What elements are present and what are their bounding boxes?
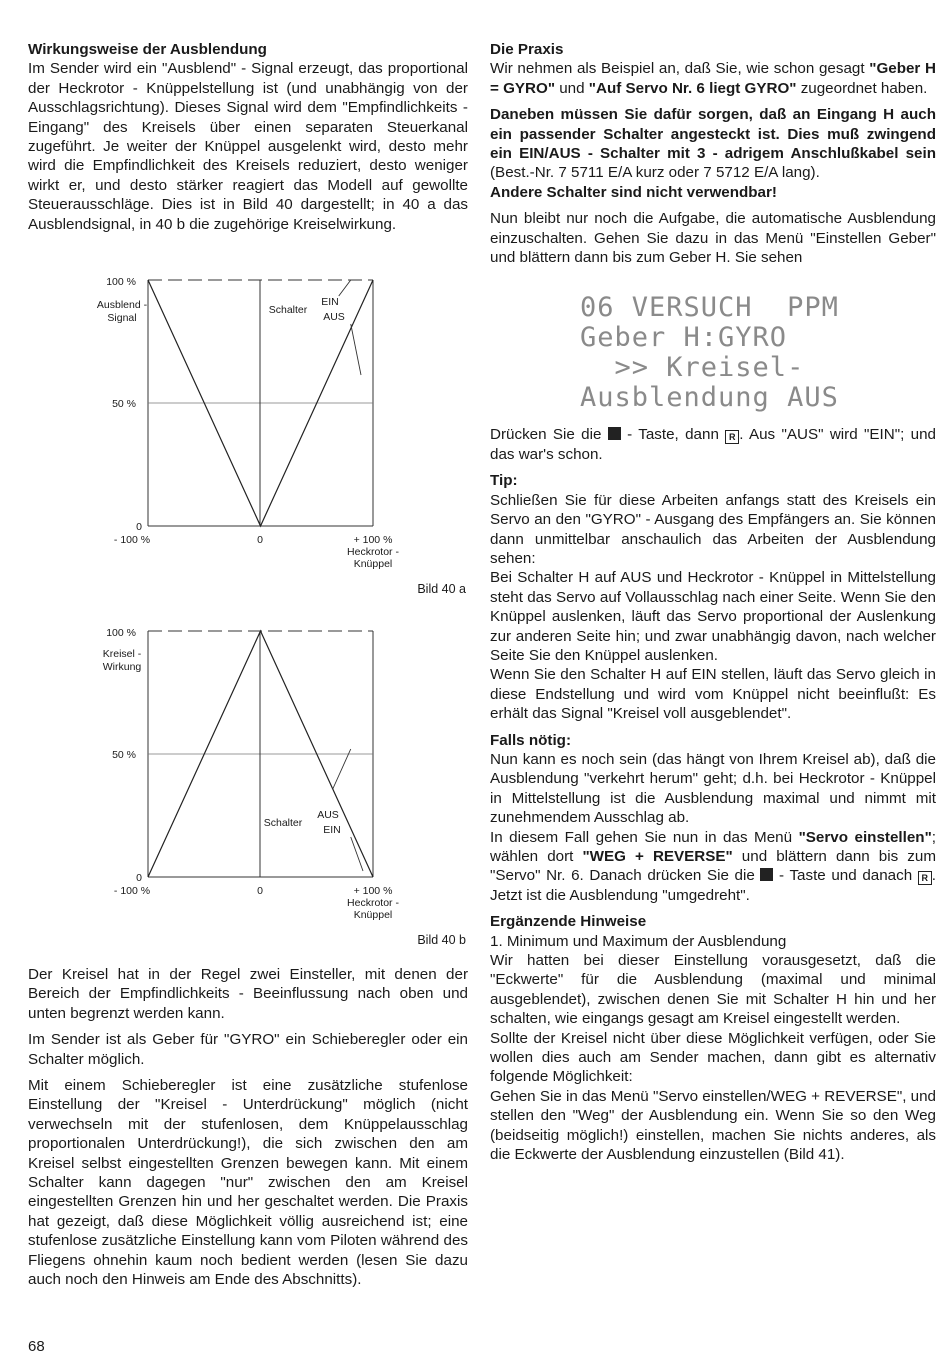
praxis-text-a: Wir nehmen als Beispiel an, daß Sie, wie schon gesagt [490,60,870,78]
paragraph-erg-1: Wir hatten bei dieser Einstellung vorausgesetzt, daß die "Eckwerte" für die Ausblendung (maximal und minimal ausgeblendet), zwischen denen Sie mit Schalter H hin und her schalten, wie eingangs gesagt am Kreisel eingestellt werden. [490,952,936,1028]
paragraph-erg-3: Gehen Sie in das Menü "Servo einstellen/WEG + REVERSE", und stellen den "Weg" der Ausblendung ein. Wenn Sie so den Weg (beidseitig möglich!) einstellen, machen Sie nichts anderes, als die Eckwerte der Ausblendung einzustellen (Bild 41). [490,1087,936,1164]
x-label-line1: Heckrotor - [347,546,399,559]
praxis-text-d: zugeordnet haben. [796,79,928,97]
y-tick-0: 0 [136,521,142,534]
y-label-line2: Wirkung [102,661,142,674]
y-label-line1: Ausblend - [96,299,148,312]
caption-40b: Bild 40 b [417,933,466,948]
x-tick-0: 0 [257,534,263,547]
x-label-line1: Heckrotor - [347,897,399,910]
y-label-line2: Signal [107,312,137,325]
annotation-aus: AUS [317,809,339,822]
section-heading-praxis: Die Praxis [490,41,564,58]
lcd-line-2: Geber H:GYRO [580,322,788,354]
section-heading-tip: Tip: [490,472,518,490]
x-tick-minus100: - 100 % [113,885,151,898]
r-key-icon-2: R [918,871,932,885]
paragraph-tip-3: Wenn Sie den Schalter H auf EIN stellen, läuft das Servo gleich in diese Endstellung und wird vom Knüppel nicht beeinflußt: Es erhält das Signal "Kreisel voll ausgeblendet". [490,666,936,723]
enter-key-icon [608,427,621,440]
praxis-servo-6: "Auf Servo Nr. 6 liegt GYRO" [588,79,797,97]
page-number: 68 [28,1338,45,1355]
x-tick-plus100: + 100 % [353,534,393,547]
paragraph-geber: Im Sender ist als Geber für "GYRO" ein Schieberegler oder ein Schalter möglich. [28,1031,468,1068]
annotation-aus: AUS [323,311,345,324]
subheading-min-max: 1. Minimum und Maximum der Ausblendung [490,932,787,950]
chart-40a [28,268,468,578]
y-tick-50: 50 % [112,398,136,411]
warning-andere-schalter: Andere Schalter sind nicht verwendbar! [490,183,777,201]
figure-40a [28,268,468,599]
lcd-line-3: >> Kreisel- [580,352,805,384]
falls2-text-g: . Jetzt ist die Ausblendung "umgedreht". [490,867,936,904]
annotation-schalter: Schalter [268,304,308,317]
switch-pointer-ein [339,280,351,296]
y-tick-100: 100 % [106,276,136,289]
annotation-ein: EIN [321,296,339,309]
lcd-line-1: 06 VERSUCH PPM [580,292,839,324]
falls2-servo-einstellen: "Servo einstellen" [798,828,932,846]
y-label-line1: Kreisel - [102,648,142,661]
daneben-bold: Daneben müssen Sie dafür sorgen, daß an Eingang H auch ein passender Schalter angesteckt ist. Dies muß zwingend ein EIN/AUS - Schalter mit 3 - adrigem Anschlußkabel sein [490,106,936,163]
switch-pointer-aus [351,324,361,375]
falls2-text-c: ; wählen dort [490,828,936,865]
chart-40b-axes [148,631,373,877]
lcd-display [580,293,936,413]
druecken-text-c: . Aus "AUS" wird "EIN"; und das war's schon. [490,426,937,463]
falls2-text-a: In diesem Fall gehen Sie nun in das Menü [490,828,799,846]
left-column [28,40,468,1296]
chart-40b [28,619,468,929]
praxis-text-c: und [555,79,589,97]
paragraph-erg-2: Sollte der Kreisel nicht über diese Möglichkeit verfügen, oder Sie wollen dies auch am Sender machen, dann gibt es alternativ folgende Möglichkeit: [490,1029,936,1086]
paragraph-praxis [490,59,936,98]
figure-40b [28,619,468,950]
paragraph-einsteller: Der Kreisel hat in der Regel zwei Einsteller, mit denen der Bereich der Empfindlichkeits - Beeinflussung nach oben und unten begrenzt werden kann. [28,965,468,1022]
druecken-text-b: - Taste, dann [620,426,726,444]
druecken-text-a: Drücken Sie die [490,426,608,444]
right-column [490,40,936,1165]
section-heading-falls: Falls nötig: [490,731,571,749]
section-heading-wirkungsweise: Wirkungsweise der Ausblendung [28,41,267,58]
daneben-tail: (Best.-Nr. 7 5711 E/A kurz oder 7 5712 E/A lang). [490,164,820,182]
x-tick-plus100: + 100 % [353,885,393,898]
switch-pointer-aus [333,749,351,789]
falls2-weg-reverse: "WEG + REVERSE" [582,848,733,865]
section-heading-ergaenzende: Ergänzende Hinweise [490,913,647,931]
paragraph-intro: Im Sender wird ein "Ausblend" - Signal erzeugt, das proportional der Heckrotor - Knüppelstellung ist (und unabhängig von der Ausschlagsrichtung). Dieses Signal wird dem "Empfindlichkeits - Eingang" des Kreisels über einen separaten Steuerkanal zugeführt. Je weiter der Knüppel ausgelenkt wird, desto mehr wird die Empfindlichkeit des Kreisels reduziert, desto weniger wirkt er, und desto stärker reagiert das Modell auf gewollte Steuerausschläge. Dies ist in Bild 40 dargestellt; in 40 a das Ausblendsignal, in 40 b die zugehörige Kreiselwirkung. [28,60,468,233]
x-tick-minus100: - 100 % [113,534,151,547]
x-label-line2: Knüppel [353,909,393,922]
paragraph-daneben [490,105,936,183]
lcd-line-4: Ausblendung AUS [580,382,839,414]
caption-40a: Bild 40 a [417,582,466,597]
paragraph-falls-1: Nun kann es noch sein (das hängt von Ihrem Kreisel ab), daß die Ausblendung "verkehrt herum" geht; d.h. bei Heckrotor - Knüppel in Mittelstellung ist die Ausblendung maximal und nimmt mit zunehmendem Ausschlag ab. [490,750,936,827]
y-tick-50: 50 % [112,749,136,762]
x-tick-0: 0 [257,885,263,898]
paragraph-schieberegler: Mit einem Schieberegler ist eine zusätzliche stufenlose Einstellung der "Kreisel - Unterdrückung" möglich (nicht verwechseln mit der stufenlosen, dem Knüppelausschlag proportionalen Unterdrückung!), die sich zwischen den am Kreisel selbst eingestellten Grenzen bewegen kann. Mit einem Schalter kann dagegen "nur" zwischen den am Kreisel eingestellten Grenzen hin und her geschaltet werden. Die Praxis hat gezeigt, daß diese Möglichkeit völlig ausreichend ist; eine stufenlose zusätzliche Einstellung kann vom Piloten während des Fliegens ohnehin kaum noch bedient werden (lesen Sie dazu auch noch den Hinweis am Ende des Abschnitts). [28,1076,468,1288]
falls2-text-e: und blättern dann bis zum "Servo" Nr. 6. Danach drücken Sie die [490,848,936,885]
y-tick-100: 100 % [106,627,136,640]
reverse-key-icon [760,868,773,881]
falls2-text-f: - Taste und danach [773,867,918,885]
paragraph-druecken [490,425,936,464]
praxis-geber-h: "Geber H = GYRO" [490,60,936,97]
annotation-schalter: Schalter [263,817,303,830]
paragraph-tip-1: Schließen Sie für diese Arbeiten anfangs statt des Kreisels ein Servo an den "GYRO" - Ausgang des Empfängers an. Sie können dann unmittelbar anschaulich das Arbeiten der Ausblendung sehen: [490,491,936,567]
x-label-line2: Knüppel [353,558,393,571]
y-tick-0: 0 [136,872,142,885]
paragraph-nunbleibt: Nun bleibt nur noch die Aufgabe, die automatische Ausblendung einzuschalten. Gehen Sie dazu in das Menü "Einstellen Geber" und blättern dann bis zum Geber H. Sie sehen [490,210,936,267]
paragraph-falls-2 [490,828,936,906]
r-key-icon: R [725,430,739,444]
annotation-ein: EIN [323,824,341,837]
paragraph-tip-2: Bei Schalter H auf AUS und Heckrotor - Knüppel in Mittelstellung steht das Servo auf Vollausschlag nach einer Seite. Wenn Sie den Knüppel auslenken, läuft das Servo proportional der Auslenkung zur anderen Seite hin; und zwar unabhängig davon, nach welcher Seite Sie den Knüppel auslenken. [490,569,936,664]
